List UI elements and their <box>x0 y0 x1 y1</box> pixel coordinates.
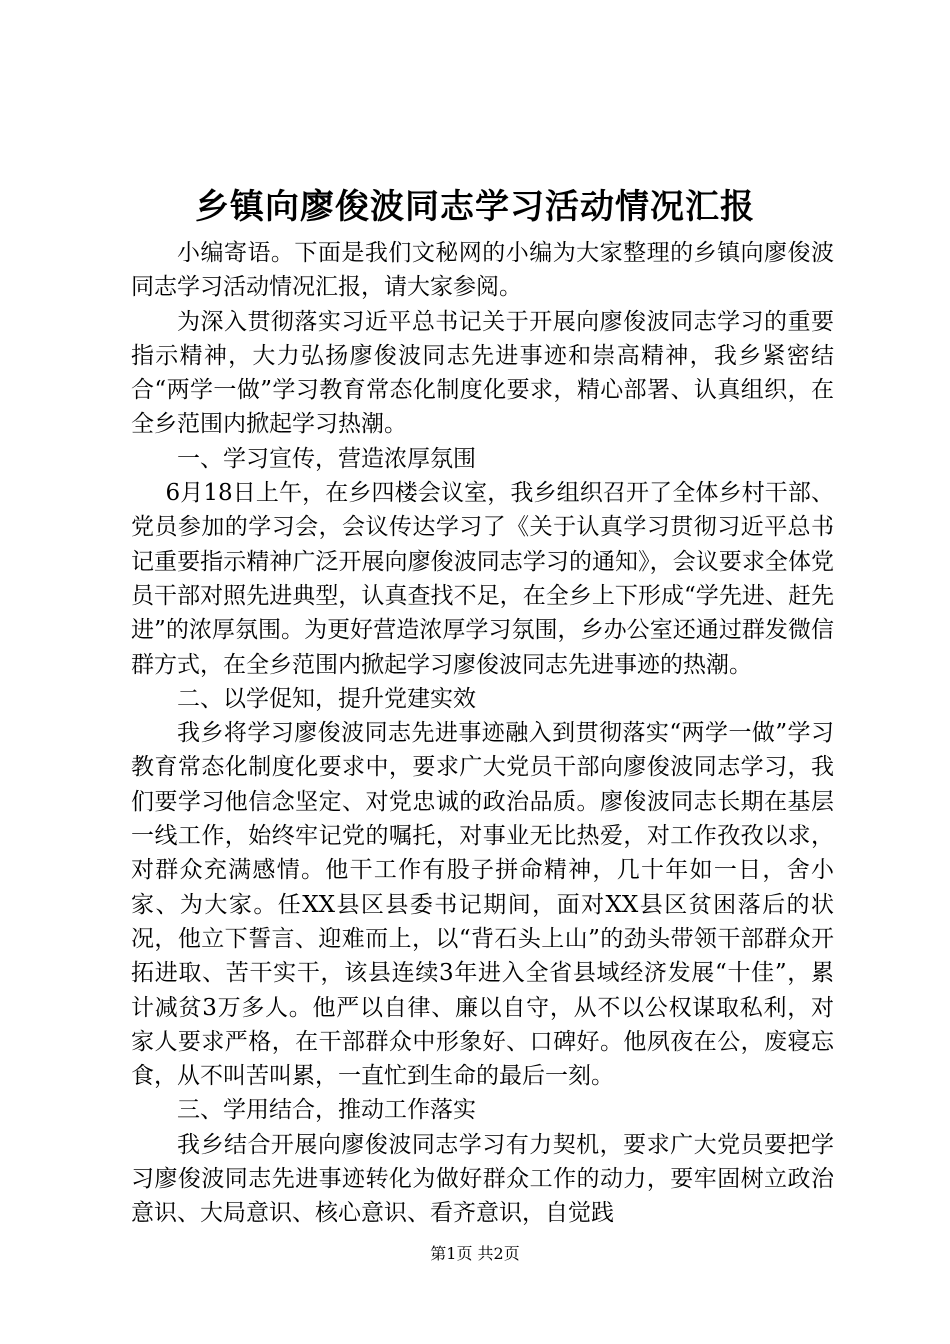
document-body <box>131 236 834 1231</box>
section-heading-2: 二、以学促知，提升党建实效 <box>177 685 476 712</box>
paragraph-section-2: 我乡将学习廖俊波同志先进事迹融入到贯彻落实“两学一做”学习教育常态化制度化要求中，要求广大党员干部向廖俊波同志学习，我们要学习他信念坚定、对党忠诚的政治品质。廖俊波同志长期在基层一线工作，始终牢记党的嘱托，对事业无比热爱，对工作孜孜以求，对群众充满感情。他干工作有股子拼命精神，几十年如一日，舍小家、为大家。任XX县区县委书记期间，面对XX县区贫困落后的状况，他立下誓言、迎难而上，以“背石头上山”的劲头带领干部群众开拓进取、苦干实干，该县连续3年进入全省县域经济发展“十佳”，累计减贫3万多人。他严以自律、廉以自守，从不以公权谋取私利，对家人要求严格，在干部群众中形象好、口碑好。他夙夜在公，废寝忘食，从不叫苦叫累，一直忙到生命的最后一刻。 <box>131 720 834 1090</box>
page-footer: 第1页 共2页 <box>430 1244 520 1263</box>
paragraph-background: 为深入贯彻落实习近平总书记关于开展向廖俊波同志学习的重要指示精神，大力弘扬廖俊波同志先进事迹和崇高精神，我乡紧密结合“两学一做”学习教育常态化制度化要求，精心部署、认真组织，在全乡范围内掀起学习热潮。 <box>131 308 834 438</box>
paragraph-intro: 小编寄语。下面是我们文秘网的小编为大家整理的乡镇向廖俊波同志学习活动情况汇报，请大家参阅。 <box>131 240 834 301</box>
paragraph-section-1: 6月18日上午，在乡四楼会议室，我乡组织召开了全体乡村干部、党员参加的学习会，会议传达学习了《关于认真学习贯彻习近平总书记重要指示精神广泛开展向廖俊波同志学习的通知》，会议要求全体党员干部对照先进典型，认真查找不足，在全乡上下形成“学先进、赶先进”的浓厚氛围。为更好营造浓厚学习氛围，乡办公室还通过群发微信群方式，在全乡范围内掀起学习廖俊波同志先进事迹的热潮。 <box>131 480 834 678</box>
paragraph-section-3: 我乡结合开展向廖俊波同志学习有力契机，要求广大党员要把学习廖俊波同志先进事迹转化为做好群众工作的动力，要牢固树立政治意识、大局意识、核心意识、看齐意识，自觉践 <box>131 1131 834 1227</box>
section-heading-1: 一、学习宣传，营造浓厚氛围 <box>177 445 476 472</box>
section-heading-3: 三、学用结合，推动工作落实 <box>177 1097 476 1124</box>
document-title: 乡镇向廖俊波同志学习活动情况汇报 <box>195 187 755 227</box>
